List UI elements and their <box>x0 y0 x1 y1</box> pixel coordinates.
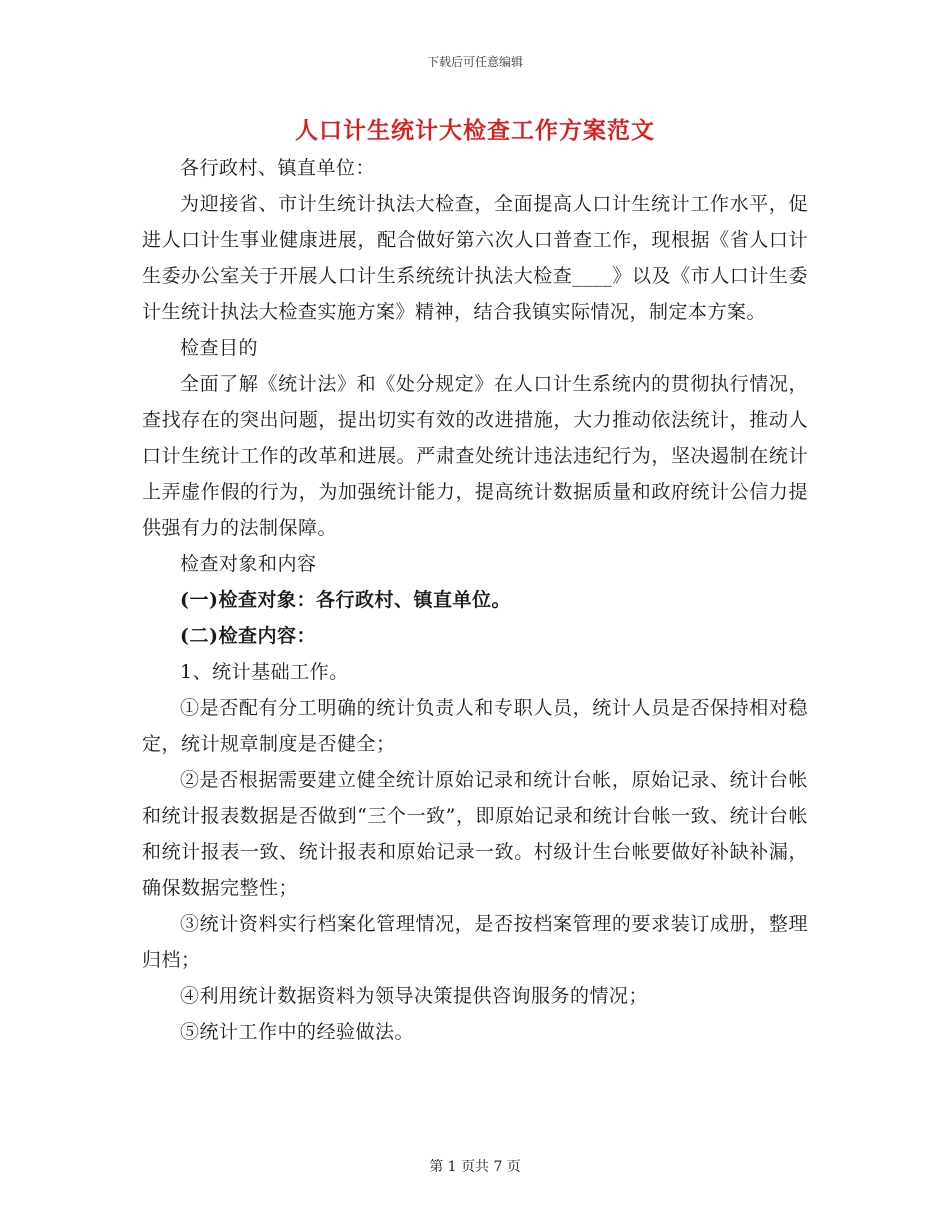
document-body <box>142 150 808 1050</box>
section-heading-purpose: 检查目的 <box>180 337 259 359</box>
document-title: 人口计生统计大检查工作方案范文 <box>295 117 655 144</box>
list-item: ⑤统计工作中的经验做法。 <box>180 1021 415 1043</box>
list-item: ①是否配有分工明确的统计负责人和专职人员，统计人员是否保持相对稳定，统计规章制度是否健全； <box>142 697 808 755</box>
list-item: ②是否根据需要建立健全统计原始记录和统计台帐，原始记录、统计台帐和统计报表数据是否做到“三个一致”，即原始记录和统计台帐一致、统计台帐和统计报表一致、统计报表和原始记录一致。村级计生台帐要做好补缺补漏，确保数据完整性； <box>142 769 808 899</box>
list-item: ③统计资料实行档案化管理情况，是否按档案管理的要求装订成册，整理归档； <box>142 913 808 971</box>
list-item: ④利用统计数据资料为领导决策提供咨询服务的情况； <box>180 985 649 1007</box>
salutation-paragraph: 各行政村、镇直单位： <box>180 157 376 179</box>
intro-paragraph: 为迎接省、市计生统计执法大检查，全面提高人口计生统计工作水平，促进人口计生事业健康进展，配合做好第六次人口普查工作，现根据《省人口计生委办公室关于开展人口计生系统统计执法大检查____》以及《市人口计生委计生统计执法大检查实施方案》精神，结合我镇实际情况，制定本方案。 <box>142 193 808 323</box>
item-heading-basic-work: 1、统计基础工作。 <box>180 661 349 683</box>
download-note: 下载后可任意编辑 <box>426 55 523 69</box>
subheading-content: (二)检查内容： <box>180 625 316 647</box>
subheading-target: (一)检查对象：各行政村、镇直单位。 <box>180 589 511 611</box>
purpose-paragraph: 全面了解《统计法》和《处分规定》在人口计生系统内的贯彻执行情况，查找存在的突出问题，提出切实有效的改进措施，大力推动依法统计，推动人口计生统计工作的改革和进展。严肃查处统计违法违纪行为，坚决遏制在统计上弄虚作假的行为，为加强统计能力，提高统计数据质量和政府统计公信力提供强有力的法制保障。 <box>142 373 808 539</box>
section-heading-scope: 检查对象和内容 <box>180 553 317 575</box>
page-indicator: 第 1 页共 7 页 <box>429 1159 521 1175</box>
